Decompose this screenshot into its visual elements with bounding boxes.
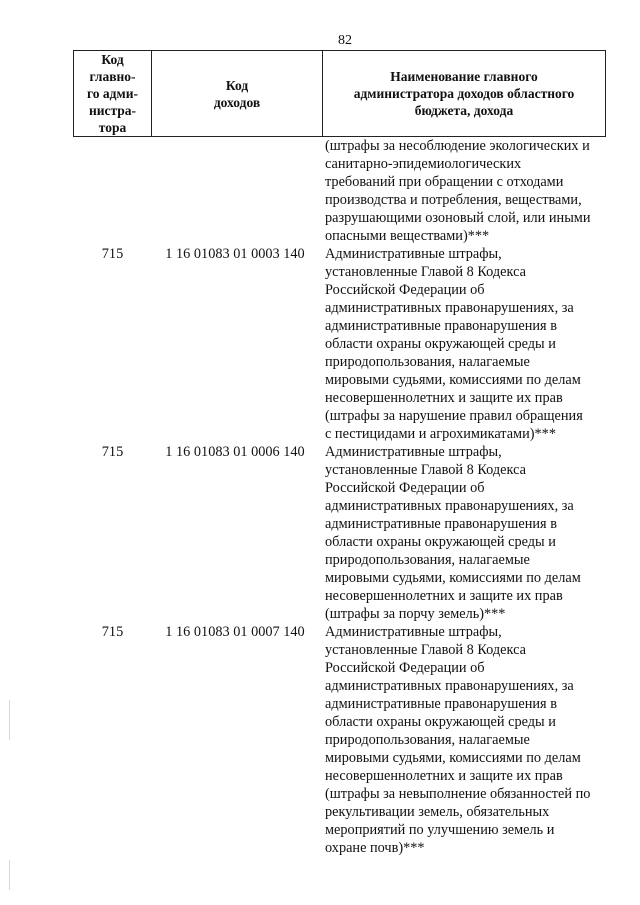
scan-margin-mark <box>9 700 10 740</box>
revenue-code-cell: 1 16 01083 01 0003 140 <box>165 246 305 262</box>
revenue-name-cell: Административные штрафы, установленные Главой 8 Кодекса Российской Федерации об административных правонарушениях, за административные правонарушения в области охраны окружающей среды и природопользования, налагаемые мировыми судьями, комиссиями по делам несовершеннолетних и защите их прав (штрафы за нарушение правил обращения с пестицидами и агрохимикатами)*** <box>325 246 583 442</box>
revenue-name-cell: Административные штрафы, установленные Главой 8 Кодекса Российской Федерации об административных правонарушениях, за административные правонарушения в области охраны окружающей среды и природопользования, налагаемые мировыми судьями, комиссиями по делам несовершеннолетних и защите их прав (штрафы за невыполнение обязанностей по рекультивации земель, обязательных мероприятий по улучшению земель и охране почв)*** <box>325 624 591 856</box>
header-name <box>323 51 606 137</box>
header-name-text: Наименование главного администратора доходов областного бюджета, дохода <box>353 69 575 118</box>
table-row <box>73 443 603 623</box>
revenue-code-cell: 1 16 01083 01 0006 140 <box>165 444 305 460</box>
table-row <box>73 623 603 857</box>
table-row <box>73 245 603 443</box>
admin-code-cell: 715 <box>101 246 124 262</box>
header-admin-code <box>74 51 152 137</box>
table-body <box>73 137 603 857</box>
table-row <box>73 137 603 245</box>
page-number: 82 <box>338 33 352 48</box>
header-admin-code-text: Код главно- го адми- нистра- тора <box>87 52 138 135</box>
revenue-name-cell: (штрафы за несоблюдение экологических и санитарно-эпидемиологических требований при обращении с отходами производства и потребления, веществами, разрушающими озоновый слой, или иными опасными веществами)*** <box>325 138 591 244</box>
scan-margin-mark <box>9 860 10 890</box>
table-header <box>73 50 606 137</box>
revenue-name-cell: Административные штрафы, установленные Главой 8 Кодекса Российской Федерации об административных правонарушениях, за административные правонарушения в области охраны окружающей среды и природопользования, налагаемые мировыми судьями, комиссиями по делам несовершеннолетних и защите их прав (штрафы за порчу земель)*** <box>325 444 581 622</box>
admin-code-cell: 715 <box>101 624 124 640</box>
header-revenue-code <box>152 51 323 137</box>
admin-code-cell: 715 <box>101 444 124 460</box>
header-revenue-code-text: Код доходов <box>213 77 261 110</box>
revenue-code-cell: 1 16 01083 01 0007 140 <box>165 624 305 640</box>
